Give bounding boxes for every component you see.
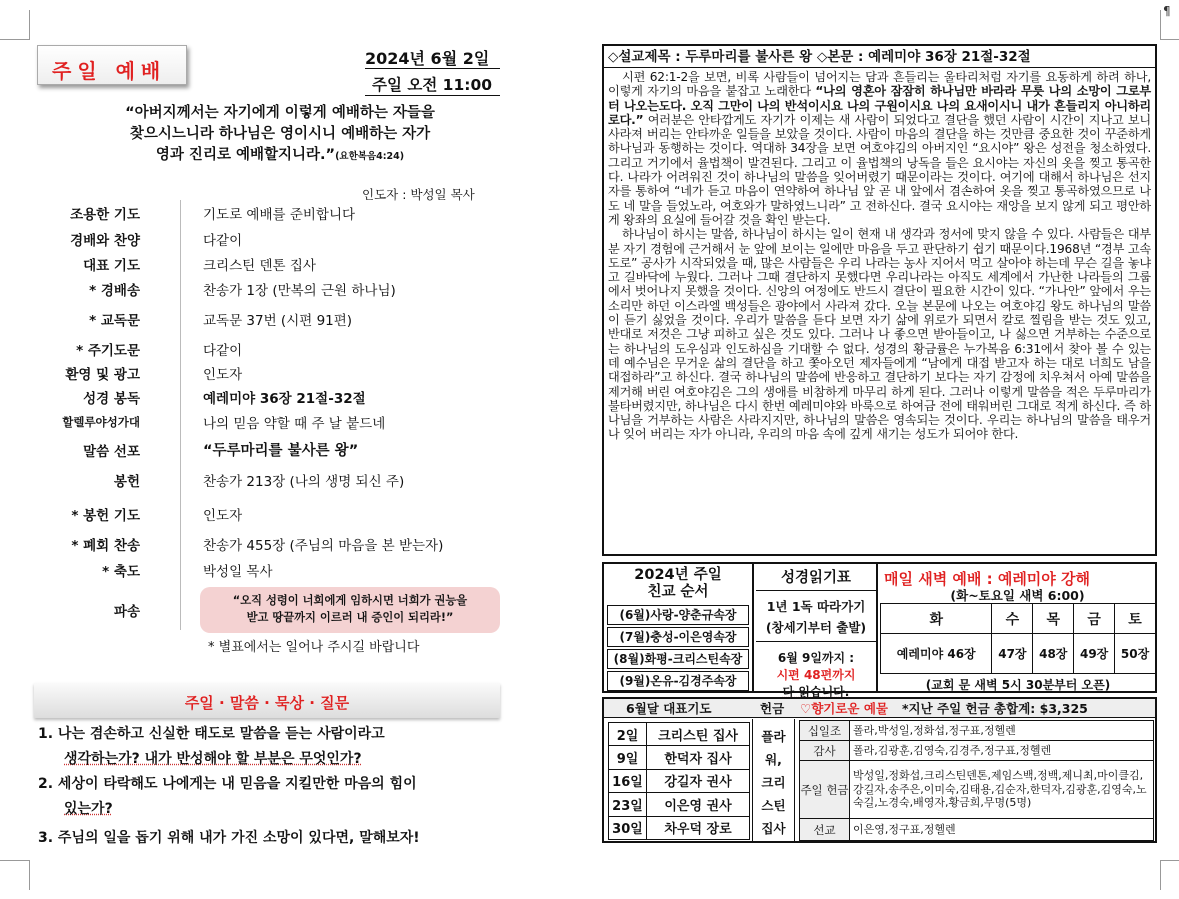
flower-line: 크리	[761, 775, 786, 790]
prayer-row	[609, 769, 750, 792]
crop-mark	[1160, 10, 1161, 40]
crop-mark	[29, 860, 30, 890]
flower-box	[752, 719, 795, 843]
order-row-representative-prayer	[40, 251, 480, 276]
fellowship-item: (8월)화평-크리스틴속장	[607, 649, 749, 669]
questions-title: 주일 · 말씀 · 묵상 · 질문	[184, 694, 350, 712]
order-value: 박성일 목사	[203, 563, 273, 580]
worship-date: 2024년 6월 2일	[365, 49, 490, 68]
prayer-name: 크리스틴 집사	[647, 723, 750, 746]
prayer-row	[609, 816, 750, 839]
page-break-mark: ¶	[1163, 4, 1171, 18]
sermon-text	[608, 70, 622, 84]
leader: 인도자 : 박성일 목사	[362, 187, 475, 202]
offering-names: 폴라,박성일,정화섭,정구표,정헬렌	[850, 721, 1154, 741]
crop-mark	[0, 39, 30, 40]
offering-title: ♡향기로운 예물	[800, 701, 889, 716]
prayer-date: 2일	[609, 723, 647, 746]
order-row-lords-prayer	[40, 336, 480, 361]
question-1-cont: 생각하는가? 내가 반성해야 할 부분은 무엇인가?	[64, 751, 362, 767]
crop-mark	[1160, 860, 1161, 890]
chapter-cell: 48장	[1033, 634, 1074, 674]
bible-target: 시편 48편까지	[776, 668, 856, 682]
offering-names: 폴라,김광훈,김영숙,김경주,정구표,정헬렌	[850, 741, 1154, 761]
order-value: 찬송가 455장 (주님의 마음을 본 받는자)	[203, 537, 444, 554]
key-verse	[70, 103, 490, 167]
sermon-box	[602, 44, 1157, 556]
worship-time: 주일 오전 11:00	[372, 76, 493, 94]
flower-line: 집사	[761, 821, 786, 836]
dawn-title: 매일 새벽 예배 : 예레미야 강해	[884, 570, 1090, 588]
offering-kind: 십일조	[800, 721, 850, 741]
order-row-offering-prayer	[40, 501, 480, 526]
order-row-offering	[40, 467, 480, 492]
day-cell: 화	[881, 604, 992, 634]
prayer-date: 9일	[609, 746, 647, 769]
order-label: 성경 봉독	[83, 390, 140, 407]
verse-line: “아버지께서는 자기에게 이렇게 예배하는 자들을	[125, 105, 435, 121]
prayer-rotation	[608, 722, 750, 840]
question-2: 2. 세상이 타락해도 나에게는 내 믿음을 지킬만한 마음의 힘이	[38, 776, 417, 792]
offering-kind: 주일 헌금	[800, 761, 850, 819]
offering-names: 박성일,정화섭,크리스틴덴톤,제임스백,정백,제니최,마이클김,강길자,송주은,이미숙,김태용,김순자,한덕자,김광훈,김영숙,노숙길,노경숙,배영자,황금희,무명(5명)	[850, 761, 1154, 819]
order-row-benediction	[40, 557, 480, 582]
fellowship-title: 2024년 주일 친교 순서	[634, 567, 722, 600]
sending-banner	[200, 587, 500, 633]
bible-until: 6월 9일까지 :	[777, 651, 855, 665]
bible-sub: 1년 1독 따라가기	[766, 599, 866, 614]
prayer-name: 이은영 권사	[647, 793, 750, 816]
worship-title: 주일 예배	[52, 59, 167, 83]
crop-mark	[29, 10, 30, 40]
prayer-title: 6월달 대표기도	[626, 701, 712, 716]
day-cell: 목	[1033, 604, 1074, 634]
chapter-cell: 49장	[1074, 634, 1115, 674]
prayer-name: 강길자 권사	[647, 769, 750, 792]
sermon-text: 여러분은 안타깝게도 자기가 이제는 새 사람이 되었다고 결단을 했던 사람이 시간이 지나고 보니 사라져 버리는 안타까운 일들을 보았을 것이다. 사람이 마음의 결단을 하는 것만큼 중요한 것이 꾸준하게 하나님과 동행하는 것이다. 역대하 34장을 보면 여호야김의 아버지인 “요시야” 왕은 성전을 청소하였다. 그리고 거기에서 율법책이 발견된다. 그리고 이 율법책의 낭독을 들은 요시야는 자신의 옷을 찢고 통곡한다. 나라가 어려워진 것이 하나님의 말씀을 잊어버렸기 때문이라는 것이다. 여기에 대해서 하나님은 선지자를 통하여 “네가 듣고 마음이 연약하여 하나님 앞 곧 내 앞에서 겸손하여 옷을 찢고 통곡하였으므로 나도 네 말을 들었노라, 여호와가 말하였느니라” 고 전하신다. 결국 요시야는 재앙을 보지 않게 되고 평안하게 왕좌의 요실에 들어갈 것을 확인 받는다.	[608, 112, 1151, 227]
order-row-quiet-prayer	[40, 200, 480, 225]
dawn-table	[880, 603, 1156, 674]
order-value: 인도자	[203, 366, 243, 383]
prayer-date: 16일	[609, 769, 647, 792]
order-label: * 축도	[102, 563, 140, 580]
dawn-note: (교회 문 새벽 5시 30분부터 오픈)	[925, 678, 1111, 692]
bible-box	[756, 564, 878, 699]
offering-row	[800, 721, 1154, 741]
order-row-closing-hymn	[40, 531, 480, 556]
prayer-row	[609, 723, 750, 746]
order-label: * 봉헌 기도	[71, 507, 140, 524]
prayer-date: 30일	[609, 816, 647, 839]
flower-title: 헌금	[760, 701, 785, 716]
order-value: 예레미야 36장 21절-32절	[203, 390, 366, 407]
prayer-row	[609, 746, 750, 769]
fellowship-box	[604, 564, 754, 691]
order-value: 나의 믿음 약할 때 주 날 붙드네	[203, 415, 386, 432]
bottom-header	[604, 699, 1155, 718]
order-value: 인도자	[203, 507, 243, 524]
order-label: 대표 기도	[83, 257, 140, 274]
sending-line: 받고 땅끝까지 이르러 내 증인이 되리라!”	[246, 611, 454, 624]
verse-ref: (요한복음4:24)	[335, 151, 405, 162]
order-label: 환영 및 광고	[65, 366, 140, 383]
crop-mark	[1160, 860, 1179, 861]
fellowship-item: (7월)충성-이은영속장	[607, 627, 749, 647]
order-row-choir	[40, 409, 480, 434]
flower-line: 스틴	[761, 798, 786, 813]
sending-line: “오직 성령이 너희에게 임하시면 너희가 권능을	[232, 594, 468, 607]
chapter-cell: 50장	[1115, 634, 1156, 674]
prayer-name: 한덕자 집사	[647, 746, 750, 769]
offering-kind: 선교	[800, 819, 850, 841]
bible-title: 성경읽기표	[756, 566, 876, 591]
date-rule	[365, 68, 500, 69]
order-value: 교독문 37번 (시편 91편)	[203, 312, 353, 329]
crop-mark	[1160, 39, 1179, 40]
sermon-text: 시편 62:1-2을 보면, 비록 사람들이 넘어지는 담과 흔들리는 울타리처럼 자기를 요동하게 하려 하나, 이렇게 자기의 마음을 붙잡고 노래한다	[608, 70, 1151, 99]
order-row-scripture-reading	[40, 384, 480, 409]
chapter-cell: 예레미야 46장	[881, 634, 992, 674]
order-value: 찬송가 1장 (만복의 근원 하나님)	[203, 282, 396, 299]
prayer-date: 23일	[609, 793, 647, 816]
order-label: 말씀 선포	[83, 443, 140, 460]
bible-end: 다 읽습니다.	[782, 685, 850, 699]
order-value: “두루마리를 불사른 왕”	[203, 443, 359, 459]
order-label: * 교독문	[89, 312, 140, 329]
fellowship-item: (9월)온유-김경주속장	[607, 671, 749, 691]
order-label: * 경배송	[89, 282, 140, 299]
order-value: 기도로 예배를 준비합니다	[203, 206, 356, 223]
day-cell: 토	[1115, 604, 1156, 634]
order-label: 경배와 찬양	[70, 232, 140, 249]
order-label: * 주기도문	[76, 342, 140, 359]
day-cell: 금	[1074, 604, 1115, 634]
order-value: 크리스틴 덴톤 집사	[203, 257, 316, 274]
flower-line: 워,	[765, 752, 782, 767]
order-value: 다같이	[203, 342, 243, 359]
stand-note: * 별표에서는 일어나 주시길 바랍니다	[208, 640, 420, 655]
offering-row	[800, 819, 1154, 841]
order-label: 조용한 기도	[70, 206, 140, 223]
sermon-header: ◇설교제목 : 두루마리를 불사른 왕 ◇본문 : 예레미야 36장 21절-32절	[604, 46, 1155, 68]
flower-line: 플라	[761, 729, 786, 744]
sermon-body	[604, 68, 1155, 554]
question-3: 3. 주님의 일을 돕기 위해 내가 가진 소망이 있다면, 말해보자!	[38, 830, 420, 846]
order-value: 다같이	[203, 232, 243, 249]
offering-row	[800, 741, 1154, 761]
order-label: * 폐회 찬송	[71, 537, 140, 554]
order-row-responsive-reading	[40, 306, 480, 331]
offering-kind: 감사	[800, 741, 850, 761]
offering-table	[799, 720, 1154, 841]
order-label: 할렐루야성가대	[62, 414, 140, 429]
verse-line: 영과 진리로 예배할지니라.”(요한복음4:24)	[155, 147, 405, 163]
verse-line: 찾으시느니라 하나님은 영이시니 예배하는 자가	[129, 126, 431, 142]
sermon-quote: “나의 영혼아 잠잠히 하나님만 바라라 무릇 나의 소망이 그로부터 나오는도다. 오직 그만이 나의 반석이시요 나의 구원이시요 나의 요새이시니 내가 흔들리지 아니하리로다.”	[608, 84, 1151, 127]
offering-names: 이은영,정구표,정헬렌	[850, 819, 1154, 841]
day-cell: 수	[992, 604, 1033, 634]
fellowship-item: (6월)사랑-양춘규속장	[607, 605, 749, 625]
question-2-cont: 있는가?	[64, 801, 113, 817]
order-row-welcome-announcements	[40, 360, 480, 385]
offering-row	[800, 761, 1154, 819]
questions	[38, 722, 518, 851]
offering-total: *지난 주일 헌금 총합계: $3,325	[902, 701, 1088, 716]
crop-mark	[0, 860, 30, 861]
sermon-text: 하나님이 하시는 말씀, 하나님이 하시는 일이 현재 내 생각과 정서에 맞지 않을 수 있다. 사람들은 대부분 자기 경험에 근거해서 눈 앞에 보이는 일에만 마음을 두고 판단하기 쉽기 때문이다.1968년 “경부 고속도로” 공사가 시작되었을 때, 많은 사람들은 우리 나라는 농사 지어서 먹고 살아야 하는데 무슨 길을 놓냐고 길바닥에 누웠다. 그러나 그때 결단하지 못했다면 우리나라는 아직도 세계에서 가난한 나라들의 그룹에서 벗어나지 못했을 것이다. 신앙의 여정에도 반드시 결단이 필요한 시간이 있다. “가나안” 앞에서 우는 소리만 하던 이스라엘 백성들은 광야에서 사라져 갔다. 오늘 본문에 나오는 여호야김 왕도 하나님의 말씀이 듣기 싫었을 것이다. 우리가 말씀을 듣다 보면 자기 삶에 위로가 되면서 칼로 찔림을 받는 것도 있고, 반대로 저것은 그냥 피하고 싶은 것도 있다. 그러나 나 좋으면 받아들이고, 나 싫으면 거부하는 수준으로는 하나님의 도우심과 인도하심을 기대할 수 없다. 성경의 황금률은 누가복음 6:31에서 찾아 볼 수 있는데 예수님은 무거운 삶의 결단을 하고 쫓아오던 제자들에게 “남에게 대접 받고자 하는 대로 너희도 남을 대접하라”고 하신다. 결국 하나님의 말씀에 반응하고 결단하기 보다는 자기 감정에 치우쳐서 아예 말씀을 제거해 버린 여호야김은 그의 생애를 비참하게 마무리 하게 된다. 그러나 이렇게 말씀을 적은 두루마리가 불타버렸지만, 하나님은 다시 한번 예레미야와 바룩으로 하여금 전에 태워버린 그대로 적게 하신다. 즉 하나님을 거부하는 사람은 사라지지만, 하나님의 말씀은 영속되는 것이다. 우리는 하나님의 말씀을 태우거나 잊어 버리는 자가 아니라, 우리의 마음 속에 깊게 새기는 성도가 되어야 한다.	[608, 227, 1151, 442]
order-value: 찬송가 213장 (나의 생명 되신 주)	[203, 473, 405, 490]
order-label: 봉헌	[113, 473, 140, 490]
chapter-cell: 47장	[992, 634, 1033, 674]
order-row-sermon	[40, 437, 480, 462]
order-row-doxology	[40, 276, 480, 301]
prayer-row	[609, 793, 750, 816]
prayer-name: 차우덕 장로	[647, 816, 750, 839]
dawn-sub: (화~토요일 새벽 6:00)	[950, 588, 1085, 603]
order-row-worship-praise	[40, 226, 480, 251]
time-rule	[365, 95, 500, 96]
question-1: 1. 나는 겸손하고 신실한 태도로 말씀을 듣는 사람이라고	[38, 726, 385, 742]
bible-sub: (창세기부터 출발)	[756, 618, 876, 642]
order-label: 파송	[113, 603, 140, 620]
